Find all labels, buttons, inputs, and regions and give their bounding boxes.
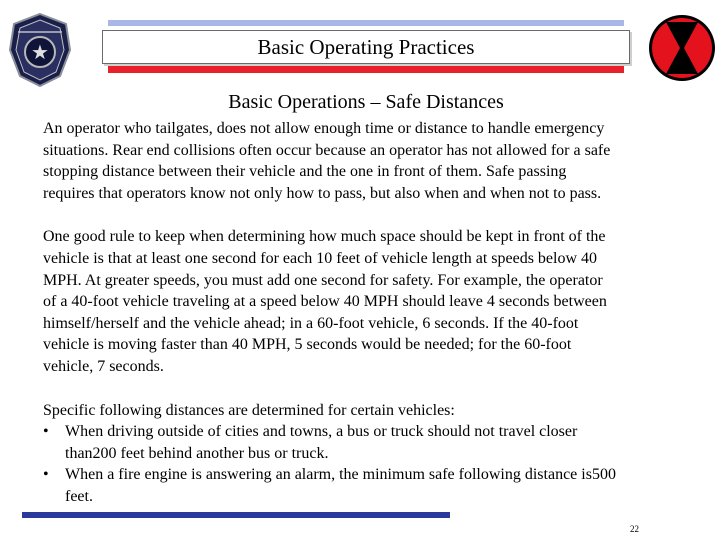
hourglass-patch-icon [646,10,718,90]
text-line: One good rule to keep when determining how much space should be kept in front of the [43,228,606,246]
text-line: vehicle is that at least one second for each 10 feet of vehicle length at speeds below 40 [43,249,598,267]
text-line: of a 40-foot vehicle traveling at a speed below 40 MPH should leave 4 seconds between [43,293,607,311]
bullet-item [43,464,693,507]
text-line: stopping distance between their vehicle and the one in front of them. Safe passing [43,163,567,181]
slide-body [43,118,693,508]
text-line: situations. Rear end collisions often occur because an operator has not allowed for a safe [43,141,611,159]
text-line: than200 feet behind another bus or truck. [65,444,329,462]
paragraph-following-rule [43,226,693,377]
header-title: Basic Operating Practices [102,30,630,64]
unit-emblem-icon [4,10,76,90]
footer-bar [22,512,450,518]
text-line: requires that operators know not only how to pass, but also when and when not to pass. [43,184,602,202]
bullet-icon: • [43,423,49,441]
text-line: An operator who tailgates, does not allow enough time or distance to handle emergency [43,120,605,137]
bullet-item [43,421,693,464]
text-line: When a fire engine is answering an alarm, the minimum safe following distance is500 [65,466,616,484]
text-line: himself/herself and the vehicle ahead; in a 60-foot vehicle, 6 seconds. If the 40-foot [43,314,579,332]
text-line: MPH. At greater speeds, you must add one second for safety. For example, the operator [43,271,603,289]
emblem-star: ★ [31,40,49,64]
header-top-bar [108,20,624,26]
text-line: When driving outside of cities and towns, a bus or truck should not travel closer [65,423,578,441]
list-intro: Specific following distances are determined for certain vehicles: [43,401,455,419]
section-subtitle: Basic Operations – Safe Distances [228,91,504,113]
text-line: feet. [65,487,93,505]
text-line: vehicle is moving faster than 40 MPH, 5 seconds would be needed; for the 60-foot [43,336,572,354]
paragraph-tailgating [43,118,693,204]
page-number: 22 [630,524,639,534]
header-red-bar [108,66,624,73]
text-line: vehicle, 7 seconds. [43,357,164,375]
bullet-icon: • [43,466,49,484]
